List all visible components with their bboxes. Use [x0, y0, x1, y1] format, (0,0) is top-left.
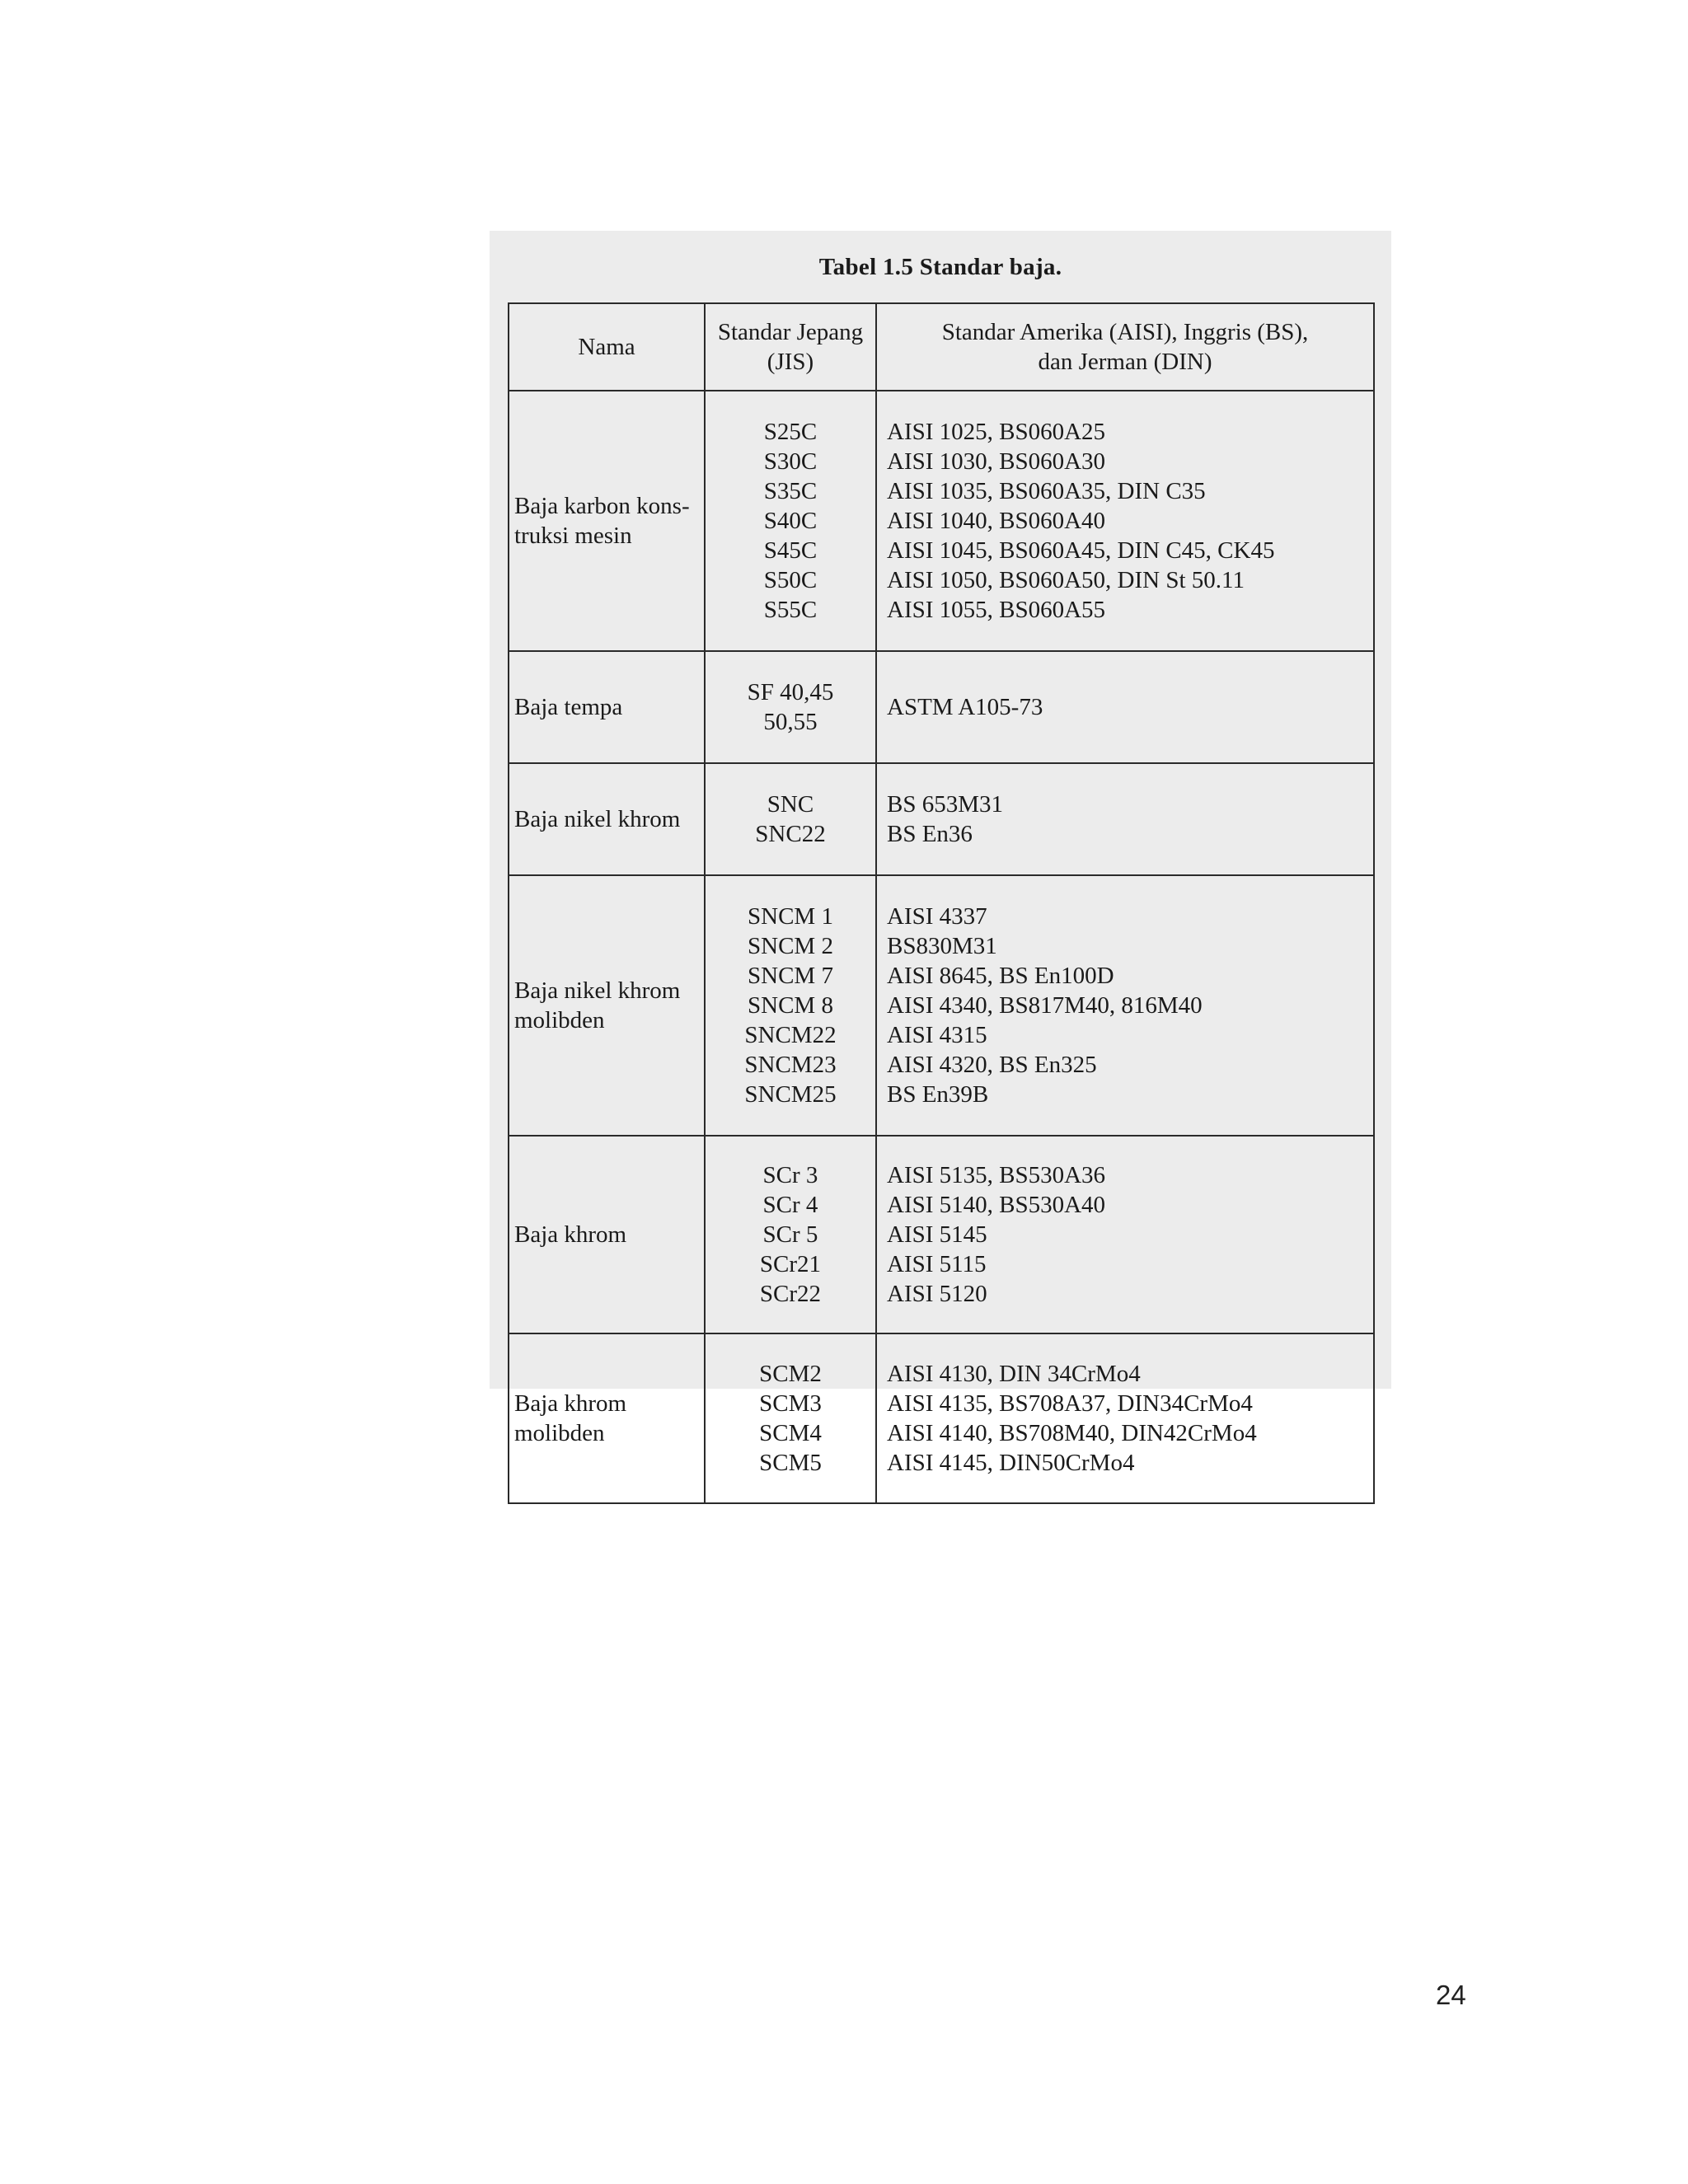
header-nama: Nama [509, 303, 705, 391]
jis-cell-line: SF 40,45 [747, 679, 834, 705]
standards-cell [876, 651, 1374, 763]
header-row [509, 303, 1374, 391]
header-jis: Standar Jepang (JIS) [705, 303, 876, 391]
standards-cell-line: BS 653M31 [887, 791, 1004, 818]
jis-cell-line: SNCM22 [744, 1022, 837, 1048]
steel-standards-table [508, 302, 1375, 1504]
nama-cell [509, 651, 705, 763]
standards-cell-line: AISI 5115 [887, 1251, 987, 1277]
jis-cell-line: SCr 3 [762, 1162, 818, 1188]
nama-cell-line: truksi mesin [514, 523, 632, 549]
standards-cell-line: BS830M31 [887, 933, 997, 959]
nama-cell-line: Baja nikel khrom [514, 977, 681, 1004]
table-caption: Tabel 1.5 Standar baja. [818, 254, 1062, 280]
jis-cell [705, 651, 876, 763]
jis-cell-line: SNC22 [755, 821, 826, 847]
table-row [509, 1333, 1374, 1503]
standards-cell-line: AISI 8645, BS En100D [887, 963, 1114, 989]
standards-cell-line: AISI 4320, BS En325 [887, 1052, 1097, 1078]
standards-cell-line: BS En39B [887, 1081, 989, 1108]
jis-cell-line: SNCM25 [744, 1081, 837, 1108]
nama-cell [509, 1136, 705, 1333]
jis-cell-line: SNCM 7 [748, 963, 833, 989]
jis-cell-line: SCM3 [759, 1390, 822, 1417]
jis-cell-line: S45C [763, 537, 818, 564]
standards-cell-line: AISI 5120 [887, 1281, 987, 1307]
jis-cell-line: S50C [763, 567, 818, 593]
standards-cell-line: AISI 4135, BS708A37, DIN34CrMo4 [887, 1390, 1253, 1417]
jis-cell-line: SCr21 [759, 1251, 822, 1277]
standards-cell-line: BS En36 [887, 821, 973, 847]
standards-cell-line: AISI 5140, BS530A40 [887, 1192, 1106, 1218]
standards-cell [876, 875, 1374, 1136]
standards-cell [876, 1333, 1374, 1503]
standards-cell-line: AISI 1040, BS060A40 [887, 508, 1106, 534]
nama-cell-line: Baja khrom [514, 1390, 627, 1417]
nama-cell [509, 391, 705, 651]
jis-cell [705, 1333, 876, 1503]
standards-cell-line: AISI 5135, BS530A36 [887, 1162, 1106, 1188]
header-others: Standar Amerika (AISI), Inggris (BS), dan Jerman (DIN) [876, 303, 1374, 391]
jis-cell-line: 50,55 [763, 709, 818, 735]
table-row [509, 391, 1374, 651]
nama-cell-line: Baja karbon kons- [514, 493, 690, 519]
jis-cell-line: SNCM 1 [748, 903, 833, 930]
jis-cell-line: SCr 4 [762, 1192, 818, 1218]
standards-cell-line: AISI 1055, BS060A55 [887, 597, 1106, 623]
scanned-table-image [490, 231, 1391, 1476]
jis-cell-line: SCM2 [759, 1361, 822, 1387]
table-row [509, 875, 1374, 1136]
jis-cell-line: SNC [767, 791, 814, 818]
standards-cell-line: AISI 5145 [887, 1221, 987, 1248]
nama-cell [509, 875, 705, 1136]
jis-cell-line: SCM4 [759, 1420, 822, 1446]
table-row [509, 651, 1374, 763]
jis-cell [705, 1136, 876, 1333]
nama-cell-line: molibden [514, 1420, 605, 1446]
standards-cell-line: AISI 4315 [887, 1022, 987, 1048]
jis-cell [705, 763, 876, 875]
page-number: 24 [1436, 1980, 1466, 2010]
jis-cell-line: S35C [763, 478, 818, 504]
standards-cell-line: AISI 4140, BS708M40, DIN42CrMo4 [887, 1420, 1257, 1446]
jis-cell-line: S25C [763, 419, 818, 445]
standards-cell-line: ASTM A105-73 [887, 694, 1043, 720]
table-row [509, 1136, 1374, 1333]
nama-cell [509, 763, 705, 875]
table-row [509, 763, 1374, 875]
standards-cell [876, 763, 1374, 875]
jis-cell [705, 391, 876, 651]
standards-cell-line: AISI 1050, BS060A50, DIN St 50.11 [887, 567, 1245, 593]
jis-cell-line: SNCM 8 [748, 992, 833, 1019]
jis-cell-line: SNCM23 [744, 1052, 837, 1078]
standards-cell-line: AISI 1035, BS060A35, DIN C35 [887, 478, 1206, 504]
nama-cell-line: Baja nikel khrom [514, 806, 681, 832]
jis-cell-line: SCr 5 [762, 1221, 818, 1248]
standards-cell-line: AISI 4145, DIN50CrMo4 [887, 1450, 1135, 1476]
jis-cell-line: S40C [763, 508, 818, 534]
jis-cell-line: S55C [763, 597, 818, 623]
jis-cell-line: SNCM 2 [748, 933, 833, 959]
standards-cell [876, 1136, 1374, 1333]
jis-cell [705, 875, 876, 1136]
standards-cell [876, 391, 1374, 651]
nama-cell-line: Baja khrom [514, 1221, 627, 1248]
standards-cell-line: AISI 1045, BS060A45, DIN C45, CK45 [887, 537, 1275, 564]
nama-cell-line: molibden [514, 1007, 605, 1033]
jis-cell-line: S30C [763, 448, 818, 475]
standards-cell-line: AISI 4130, DIN 34CrMo4 [887, 1361, 1141, 1387]
jis-cell-line: SCr22 [759, 1281, 822, 1307]
standards-cell-line: AISI 1025, BS060A25 [887, 419, 1106, 445]
nama-cell [509, 1333, 705, 1503]
jis-cell-line: SCM5 [759, 1450, 822, 1476]
standards-cell-line: AISI 1030, BS060A30 [887, 448, 1106, 475]
standards-cell-line: AISI 4340, BS817M40, 816M40 [887, 992, 1203, 1019]
standards-cell-line: AISI 4337 [887, 903, 987, 930]
nama-cell-line: Baja tempa [514, 694, 623, 720]
